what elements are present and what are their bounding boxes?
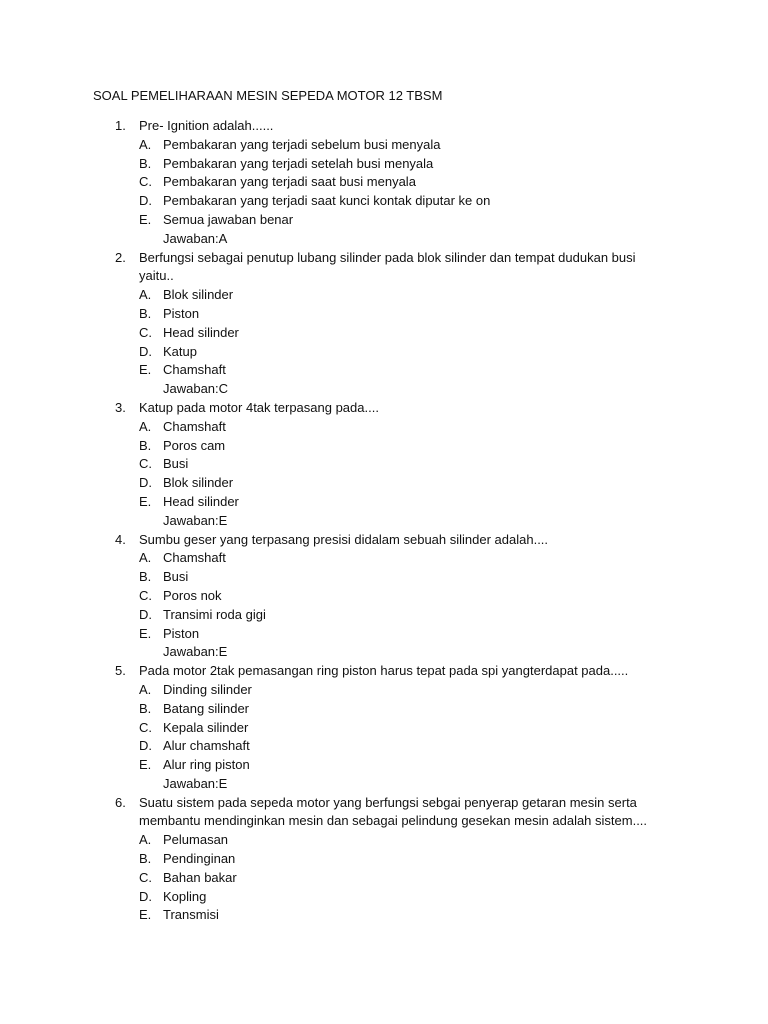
- answer-option: [0, 211, 768, 230]
- option-text: Blok silinder: [163, 287, 234, 303]
- question-text: Suatu sistem pada sepeda motor yang berfungsi sebgai penyerap getaran mesin serta: [139, 794, 637, 810]
- option-text: Kopling: [163, 888, 207, 904]
- question-text: Katup pada motor 4tak terpasang pada....: [139, 399, 379, 415]
- question-line: [0, 249, 768, 268]
- answer-option: [0, 305, 768, 324]
- option-letter: C.: [139, 174, 152, 190]
- question-line: [0, 399, 768, 418]
- answer-option: [0, 343, 768, 362]
- answer-option: [0, 700, 768, 719]
- answer-option: [0, 474, 768, 493]
- option-text: Poros cam: [163, 437, 226, 453]
- answer-key: Jawaban:E: [163, 644, 228, 660]
- option-letter: C.: [139, 719, 152, 735]
- option-text: Pendinginan: [163, 851, 236, 867]
- option-letter: E.: [139, 362, 152, 378]
- answer-key-line: [0, 512, 768, 531]
- answer-option: [0, 850, 768, 869]
- question-text: membantu mendinginkan mesin dan sebagai pelindung gesekan mesin adalah sistem....: [139, 813, 648, 829]
- option-text: Busi: [163, 569, 189, 585]
- question-text: Berfungsi sebagai penutup lubang silinder pada blok silinder dan tempat dudukan busi: [139, 249, 636, 265]
- option-letter: E.: [139, 757, 152, 773]
- question-number: 2.: [115, 249, 126, 265]
- option-text: Chamshaft: [163, 362, 226, 378]
- option-text: Transmisi: [163, 907, 219, 923]
- answer-option: [0, 737, 768, 756]
- option-text: Pelumasan: [163, 832, 229, 848]
- option-text: Transimi roda gigi: [163, 606, 266, 622]
- question-list: [0, 117, 768, 925]
- answer-option: [0, 418, 768, 437]
- answer-option: [0, 831, 768, 850]
- question-item: [0, 531, 768, 663]
- answer-option: [0, 286, 768, 305]
- option-text: Alur chamshaft: [163, 738, 250, 754]
- option-letter: E.: [139, 211, 152, 227]
- question-number: 4.: [115, 531, 126, 547]
- answer-option: [0, 361, 768, 380]
- answer-option: [0, 719, 768, 738]
- answer-key-line: [0, 643, 768, 662]
- option-letter: A.: [139, 136, 152, 152]
- answer-key: Jawaban:E: [163, 512, 228, 528]
- option-text: Batang silinder: [163, 700, 249, 716]
- answer-key: Jawaban:C: [163, 381, 229, 397]
- answer-key-line: [0, 380, 768, 399]
- option-text: Bahan bakar: [163, 869, 237, 885]
- option-letter: B.: [139, 569, 152, 585]
- option-letter: C.: [139, 587, 152, 603]
- option-letter: D.: [139, 738, 152, 754]
- option-text: Semua jawaban benar: [163, 211, 294, 227]
- option-text: Chamshaft: [163, 418, 226, 434]
- answer-option: [0, 192, 768, 211]
- question-line: [0, 794, 768, 813]
- option-text: Pembakaran yang terjadi setelah busi menyala: [163, 155, 434, 171]
- answer-key-line: [0, 230, 768, 249]
- answer-option: [0, 568, 768, 587]
- option-text: Pembakaran yang terjadi sebelum busi menyala: [163, 136, 441, 152]
- question-number: 5.: [115, 663, 126, 679]
- question-number: 3.: [115, 399, 126, 415]
- question-text: Pada motor 2tak pemasangan ring piston harus tepat pada spi yangterdapat pada.....: [139, 663, 629, 679]
- option-letter: E.: [139, 493, 152, 509]
- option-letter: D.: [139, 193, 152, 209]
- option-letter: B.: [139, 851, 152, 867]
- question-item: [0, 399, 768, 531]
- question-text: yaitu..: [139, 268, 174, 284]
- option-letter: D.: [139, 606, 152, 622]
- answer-option: [0, 869, 768, 888]
- option-letter: A.: [139, 287, 152, 303]
- option-letter: B.: [139, 305, 152, 321]
- document-title: SOAL PEMELIHARAAN MESIN SEPEDA MOTOR 12 TBSM: [93, 88, 443, 103]
- answer-option: [0, 906, 768, 925]
- option-letter: B.: [139, 700, 152, 716]
- answer-option: [0, 587, 768, 606]
- answer-option: [0, 549, 768, 568]
- option-text: Pembakaran yang terjadi saat kunci kontak diputar ke on: [163, 193, 491, 209]
- answer-option: [0, 493, 768, 512]
- question-line: [0, 531, 768, 550]
- answer-key: Jawaban:A: [163, 230, 228, 246]
- answer-option: [0, 756, 768, 775]
- question-line: [0, 662, 768, 681]
- option-text: Chamshaft: [163, 550, 226, 566]
- option-text: Head silinder: [163, 493, 239, 509]
- answer-option: [0, 173, 768, 192]
- answer-option: [0, 888, 768, 907]
- option-letter: C.: [139, 324, 152, 340]
- option-text: Kepala silinder: [163, 719, 249, 735]
- question-item: [0, 794, 768, 926]
- question-number: 1.: [115, 118, 126, 133]
- answer-option: [0, 606, 768, 625]
- option-text: Katup: [163, 343, 197, 359]
- answer-key: Jawaban:E: [163, 775, 228, 791]
- option-letter: B.: [139, 155, 152, 171]
- option-letter: A.: [139, 681, 152, 697]
- question-number: 6.: [115, 794, 126, 810]
- option-text: Busi: [163, 456, 189, 472]
- option-letter: E.: [139, 625, 152, 641]
- option-text: Blok silinder: [163, 475, 234, 491]
- answer-option: [0, 437, 768, 456]
- option-letter: D.: [139, 475, 152, 491]
- answer-option: [0, 324, 768, 343]
- answer-option: [0, 625, 768, 644]
- option-text: Dinding silinder: [163, 681, 252, 697]
- option-text: Alur ring piston: [163, 757, 250, 773]
- question-text: Pre- Ignitіon adalah......: [139, 118, 274, 133]
- option-text: Poros nok: [163, 587, 222, 603]
- question-item: [0, 662, 768, 794]
- option-letter: C.: [139, 456, 152, 472]
- option-letter: A.: [139, 418, 152, 434]
- question-line: [0, 117, 768, 136]
- question-item: [0, 249, 768, 399]
- option-letter: B.: [139, 437, 152, 453]
- answer-option: [0, 681, 768, 700]
- question-item: [0, 117, 768, 249]
- question-line: [0, 267, 768, 286]
- question-line: [0, 812, 768, 831]
- option-letter: A.: [139, 550, 152, 566]
- answer-option: [0, 455, 768, 474]
- option-letter: D.: [139, 343, 152, 359]
- option-text: Piston: [163, 305, 200, 321]
- option-letter: C.: [139, 869, 152, 885]
- option-letter: E.: [139, 907, 152, 923]
- option-text: Head silinder: [163, 324, 239, 340]
- option-text: Pembakaran yang terjadi saat busi menyala: [163, 174, 416, 190]
- option-text: Piston: [163, 625, 200, 641]
- answer-option: [0, 155, 768, 174]
- answer-key-line: [0, 775, 768, 794]
- option-letter: A.: [139, 832, 152, 848]
- option-letter: D.: [139, 888, 152, 904]
- question-text: Sumbu geser yang terpasang presisi didalam sebuah silinder adalah....: [139, 531, 549, 547]
- answer-option: [0, 136, 768, 155]
